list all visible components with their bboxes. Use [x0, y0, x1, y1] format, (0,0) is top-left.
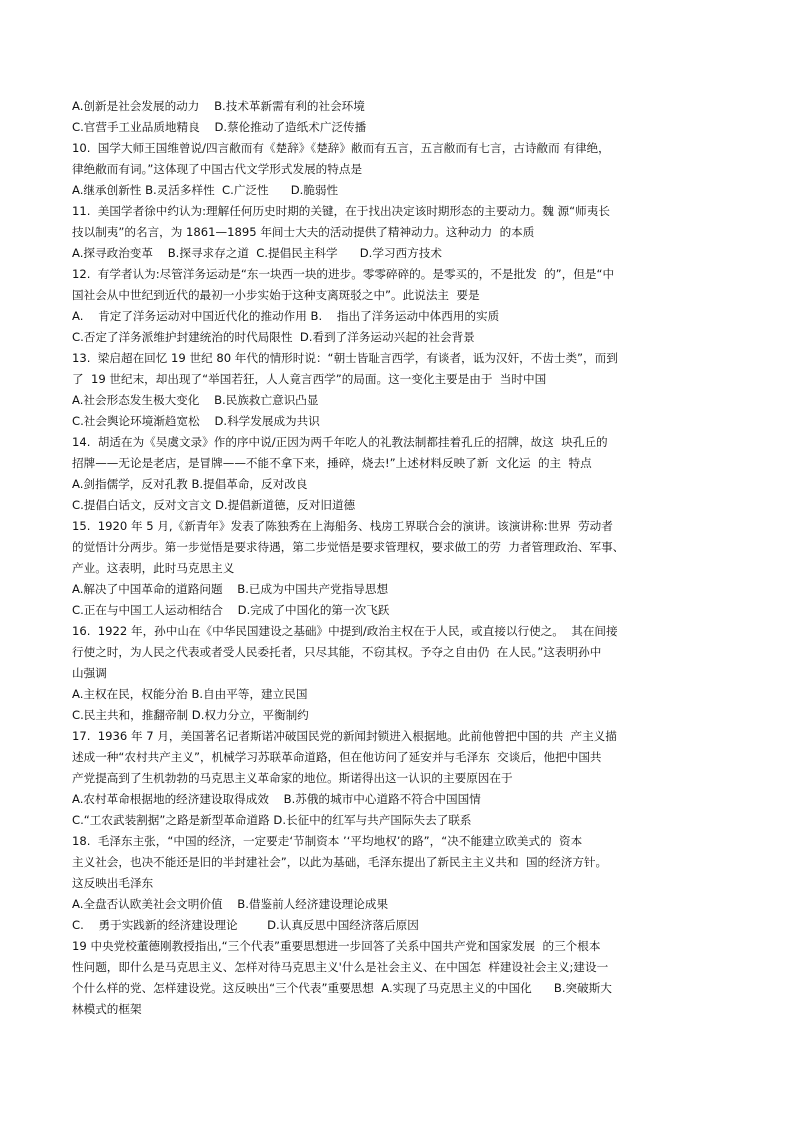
- question-text-line: 招牌——无论是老店，是冒牌——不能不拿下来，捶碎，烧去!”上述材料反映了新 文化运 的主 特点: [72, 456, 592, 470]
- question-text-line: 10. 国学大师王国维曾说/四言敝而有《楚辞》《楚辞》敝而有五言，五言敝而有七言，古诗敝而 有律绝，: [72, 141, 610, 155]
- question-text-line: 山强调: [72, 666, 107, 680]
- question-text-line: 15. 1920 年 5 月,《新青年》发表了陈独秀在上海船务、栈房工界联合会的演讲。该演讲称:世界 劳动者: [72, 519, 613, 533]
- answer-options-line: A.全盘否认欧美社会文明价值 B.借鉴前人经济建设理论成果: [72, 897, 389, 911]
- answer-options-line: C.民主共和，推翻帝制 D.权力分立，平衡制约: [72, 708, 309, 722]
- answer-options-line: A. 肯定了洋务运动对中国近代化的推动作用 B. 指出了洋务运动中体西用的实质: [72, 309, 500, 323]
- question-text-line: 述成一种“农村共产主义”，机械学习苏联革命道路，但在他访问了延安并与毛泽东 交谈后，他把中国共: [72, 750, 602, 764]
- question-text-line: 律绝敝而有词。”这体现了中国古代文学形式发展的特点是: [72, 162, 363, 176]
- answer-options-line: A.解决了中国革命的道路问题 B.已成为中国共产党指导思想: [72, 582, 389, 596]
- question-text-line: 行使之时，为人民之代表或者受人民委托者，只尽其能，不窃其权。予夺之自由仍 在人民。”这表明孙中: [72, 645, 602, 659]
- question-text-line: 11. 美国学者徐中约认为:理解任何历史时期的关键，在于找出决定该时期形态的主要动力。魏 源“师夷长: [72, 204, 610, 218]
- question-text-line: 技以制夷”的名言，为 1861—1895 年间士大夫的活动提供了精神动力。这种动力 的本质: [72, 225, 535, 239]
- question-text-line: 18. 毛泽东主张，“中国的经济，一定要走‘节制资本 ’‘平均地权’的路”，“决不能建立欧美式的 资本: [72, 834, 583, 848]
- answer-options-line: A.主权在民，权能分治 B.自由平等，建立民国: [72, 687, 308, 701]
- question-text-line: 产业。这表明，此时马克思主义: [72, 561, 235, 575]
- question-text-line: 16. 1922 年，孙中山在《中华民国建设之基础》中提到/政治主权在于人民，或直接以行使之。 其在间接: [72, 624, 618, 638]
- answer-options-line: A.探寻政治变革 B.探寻求存之道 C.提倡民主科学 D.学习西方技术: [72, 246, 442, 260]
- answer-options-line: C. 勇于实践新的经济建设理论 D.认真反思中国经济落后原因: [72, 918, 419, 932]
- answer-options-line: C.“工农武装割据”之路是新型革命道路 D.长征中的红军与共产国际失去了联系: [72, 813, 472, 827]
- answer-options-line: A.继承创新性 B.灵活多样性 C.广泛性 D.脆弱性: [72, 183, 339, 197]
- question-text-line: 这反映出毛泽东: [72, 876, 154, 890]
- answer-options-line: C.正在与中国工人运动相结合 D.完成了中国化的第一次飞跃: [72, 603, 390, 617]
- answer-options-line: C.官营手工业品质地精良 D.蔡伦推动了造纸术广泛传播: [72, 120, 367, 134]
- question-text-line: 12. 有学者认为:尽管洋务运动是“东一块西一块的进步。零零碎碎的。是零买的，不是批发 的”，但是“中: [72, 267, 615, 281]
- answer-options-line: C.提倡白话文，反对文言文 D.提倡新道德，反对旧道德: [72, 498, 356, 512]
- question-text-line: 14. 胡适在为《吴虞文录》作的序中说/正因为两千年吃人的礼教法制都挂着孔丘的招牌，故这 块孔丘的: [72, 435, 608, 449]
- answer-options-line: A.农村革命根据地的经济建设取得成效 B.苏俄的城市中心道路不符合中国国情: [72, 792, 481, 806]
- answer-options-line: A.社会形态发生极大变化 B.民族救亡意识凸显: [72, 393, 319, 407]
- question-text-line: 的觉悟计分两步。第一步觉悟是要求待遇，第二步觉悟是要求管理权，要求做工的劳 力者管理政治、军事、: [72, 540, 625, 554]
- answer-options-line: A.剑指儒学，反对孔教 B.提倡革命，反对改良: [72, 477, 308, 491]
- question-text-line: 林模式的框架: [72, 1002, 142, 1016]
- question-text-line: 产党提高到了生机勃勃的马克思主义革命家的地位。斯诺得出这一认识的主要原因在于: [72, 771, 513, 785]
- question-text-line: 国社会从中世纪到近代的最初一小步实始于这种支离斑驳之中”。此说法主 要是: [72, 288, 480, 302]
- question-text-line: 17. 1936 年 7 月，美国著名记者斯诺冲破国民党的新闻封锁进入根据地。此前他曾把中国的共 产主义描: [72, 729, 617, 743]
- answer-options-line: C.社会舆论环境渐趋宽松 D.科学发展成为共识: [72, 414, 320, 428]
- question-text-line: 主义社会，也决不能还是旧的半封建社会”，以此为基础，毛泽东提出了新民主主义共和 国的经济方针。: [72, 855, 608, 869]
- question-text-line: 了 19 世纪末，却出现了“举国若狂，人人竟言西学”的局面。这一变化主要是由于 当时中国: [72, 372, 547, 386]
- answer-options-line: A.创新是社会发展的动力 B.技术革新需有利的社会环境: [72, 99, 365, 113]
- exam-page: [72, 96, 726, 1020]
- question-text-line: 性问题，即什么是马克思主义、怎样对待马克思主义'什么是社会主义、在中国怎 样建设社会主义;建设一: [72, 960, 609, 974]
- question-text-line: 个什么样的党、怎样建设党。这反映出“三个代表”重要思想 A.实现了马克思主义的中国化 B.突破斯大: [72, 981, 612, 995]
- question-text-line: 13. 梁启超在回忆 19 世纪 80 年代的情形时说：“朝士皆耻言西学，有谈者，诋为汉奸，不齿士类”，而到: [72, 351, 618, 365]
- answer-options-line: C.否定了洋务派维护封建统治的时代局限性 D.看到了洋务运动兴起的社会背景: [72, 330, 475, 344]
- question-text-line: 19 中央党校董德刚教授指出,“三个代表”重要思想进一步回答了关系中国共产党和国家发展 的三个根本: [72, 939, 601, 953]
